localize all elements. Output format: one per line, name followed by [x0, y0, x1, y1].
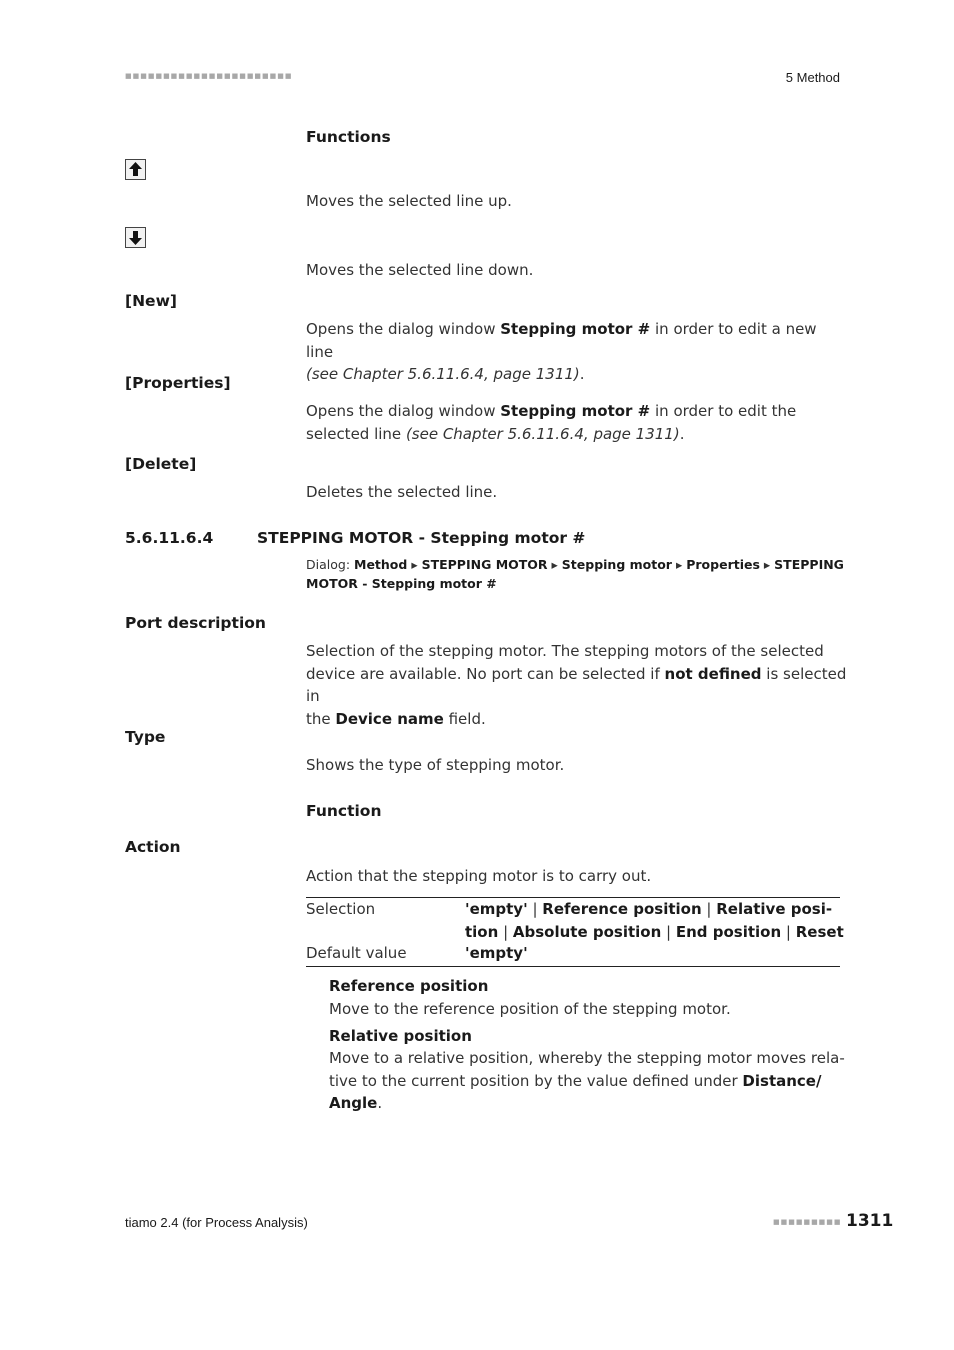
footer-product: tiamo 2.4 (for Process Analysis): [125, 1215, 308, 1230]
reference-position-description: Move to the reference position of the stepping motor.: [329, 1000, 731, 1018]
dialog-path: Dialog: Method ▸ STEPPING MOTOR ▸ Stepping motor ▸ Properties ▸ STEPPING MOTOR - Stepping motor #: [306, 557, 844, 591]
port-description-label: Port description: [125, 614, 266, 632]
action-label: Action: [125, 838, 181, 856]
section-number: 5.6.11.6.4: [125, 529, 214, 547]
selection-label: Selection: [306, 900, 376, 918]
footer-dots: ■■■■■■■■■: [773, 1218, 842, 1226]
default-value: 'empty': [465, 944, 528, 962]
page-number: 1311: [846, 1211, 894, 1231]
arrow-up-icon: [125, 159, 146, 180]
function-heading: Function: [306, 802, 382, 820]
functions-heading: Functions: [306, 128, 391, 146]
delete-label: [Delete]: [125, 455, 197, 473]
relative-position-title: Relative position: [329, 1027, 472, 1045]
up-description: Moves the selected line up.: [306, 192, 512, 210]
table-bottom-rule: [306, 966, 840, 967]
port-description-text: Selection of the stepping motor. The stepping motors of the selected device are available. No port can be selected if not defined is selected in the Device name field.: [306, 642, 847, 728]
down-description: Moves the selected line down.: [306, 261, 534, 279]
action-description: Action that the stepping motor is to carry out.: [306, 867, 652, 885]
new-description: Opens the dialog window Stepping motor # in order to edit a new line (see Chapter 5.6.11.6.4, page 1311).: [306, 320, 817, 383]
default-value-label: Default value: [306, 944, 407, 962]
selection-values: 'empty' | Reference position | Relative posi- tion | Absolute position | End position | Reset: [465, 900, 844, 941]
section-title: STEPPING MOTOR - Stepping motor #: [257, 529, 586, 547]
properties-description: Opens the dialog window Stepping motor # in order to edit the selected line (see Chapter 5.6.11.6.4, page 1311).: [306, 402, 797, 443]
chapter-title: 5 Method: [785, 70, 840, 85]
type-label: Type: [125, 728, 166, 746]
type-description: Shows the type of stepping motor.: [306, 756, 565, 774]
arrow-down-icon: [125, 227, 146, 248]
relative-position-description: Move to a relative position, whereby the stepping motor moves rela- tive to the current position by the value defined under Distance/ Angle.: [329, 1049, 845, 1112]
header-dots: ■■■■■■■■■■■■■■■■■■■■■■: [125, 72, 293, 80]
reference-position-title: Reference position: [329, 977, 489, 995]
delete-description: Deletes the selected line.: [306, 483, 498, 501]
new-label: [New]: [125, 292, 177, 310]
properties-label: [Properties]: [125, 374, 231, 392]
